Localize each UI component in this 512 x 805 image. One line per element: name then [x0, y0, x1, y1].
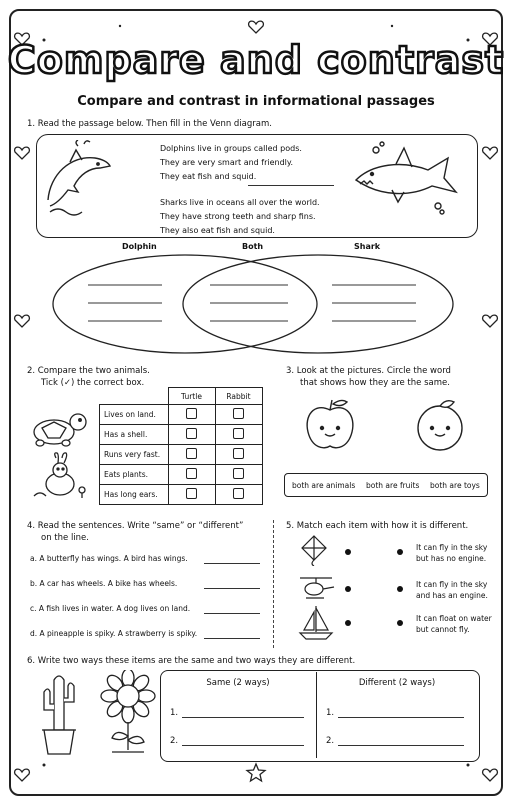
q2-prompt-line1: 2. Compare the two animals.	[27, 366, 150, 376]
passage-line: They eat fish and squid.	[160, 172, 257, 181]
q3-option[interactable]: both are fruits	[366, 481, 420, 490]
heart-icon	[15, 769, 30, 781]
passage-line: Sharks live in oceans all over the world.	[160, 198, 320, 207]
different-header: Different (2 ways)	[358, 678, 436, 688]
venn-circle-shark	[183, 255, 453, 353]
q4-answer-line[interactable]	[204, 638, 260, 639]
venn-label-dolphin: Dolphin	[122, 242, 157, 251]
q3-option[interactable]: both are toys	[430, 481, 480, 490]
page-subtitle: Compare and contrast in informational passages	[77, 94, 435, 109]
venn-label-shark: Shark	[354, 242, 381, 251]
checkbox-rabbit[interactable]	[233, 428, 244, 439]
different-answer-line-2[interactable]	[338, 745, 464, 746]
match-dot-left[interactable]	[345, 620, 351, 626]
passage-line: They have strong teeth and sharp fins.	[160, 212, 316, 221]
q5-description	[416, 613, 492, 635]
checkbox-rabbit[interactable]	[233, 448, 244, 459]
q1-prompt: 1. Read the passage below. Then fill in the Venn diagram.	[27, 119, 272, 129]
heart-icon	[483, 315, 498, 327]
same-number-1: 1.	[170, 708, 179, 718]
q4-prompt-line1: 4. Read the sentences. Write “same” or “different”	[27, 521, 244, 531]
venn-diagram	[50, 252, 460, 356]
q5-description-line: and has an engine.	[416, 591, 488, 600]
helicopter-icon	[296, 574, 336, 604]
q5-description-line: It can fly in the sky	[416, 543, 488, 552]
column-header-rabbit: Rabbit	[215, 388, 262, 405]
match-dot-left[interactable]	[345, 586, 351, 592]
q5-description	[416, 579, 488, 601]
q3-prompt-line2: that shows how they are the same.	[300, 378, 450, 388]
match-dot-right[interactable]	[397, 549, 403, 555]
q5-description-line: but cannot fly.	[416, 625, 470, 634]
match-dot-left[interactable]	[345, 549, 351, 555]
passage-text	[160, 142, 320, 238]
shark-icon	[352, 140, 464, 216]
orange-icon	[410, 396, 470, 454]
q4-answer-line[interactable]	[204, 588, 260, 589]
q5-description-line: It can float on water	[416, 614, 492, 623]
heart-icon	[15, 315, 30, 327]
row-label: Lives on land.	[100, 405, 169, 425]
star-icon	[247, 764, 265, 781]
q6-prompt: 6. Write two ways these items are the same and two ways they are different.	[27, 656, 356, 666]
q4-prompt-line2: on the line.	[41, 533, 89, 543]
kite-icon	[296, 534, 334, 566]
column-header-turtle: Turtle	[168, 388, 215, 405]
row-label: Has long ears.	[100, 485, 169, 505]
different-answer-line-1[interactable]	[338, 717, 464, 718]
heart-icon	[483, 769, 498, 781]
apple-icon	[300, 396, 360, 454]
heart-icon	[249, 21, 264, 33]
q4-prompt	[27, 520, 243, 544]
dolphin-icon	[40, 140, 120, 220]
sailboat-icon	[296, 604, 336, 642]
q5-description	[416, 542, 487, 564]
q2-prompt-line2: Tick (✓) the correct box.	[41, 378, 145, 388]
row-label: Runs very fast.	[100, 445, 169, 465]
q3-option[interactable]: both are animals	[292, 481, 356, 490]
passage-line: They are very smart and friendly.	[160, 158, 294, 167]
passage-divider	[248, 185, 334, 186]
row-label: Eats plants.	[100, 465, 169, 485]
q4-item: a. A butterfly has wings. A bird has wings.	[30, 554, 188, 563]
heart-icon	[483, 147, 498, 159]
same-header: Same (2 ways)	[206, 678, 270, 688]
checkbox-rabbit[interactable]	[233, 488, 244, 499]
checkbox-rabbit[interactable]	[233, 408, 244, 419]
checkbox-turtle[interactable]	[186, 408, 197, 419]
table-row	[100, 425, 263, 445]
same-number-2: 2.	[170, 736, 179, 746]
table-row	[100, 445, 263, 465]
different-number-1: 1.	[326, 708, 335, 718]
cactus-icon	[34, 670, 84, 758]
q5-description-line: but has no engine.	[416, 554, 487, 563]
match-dot-right[interactable]	[397, 586, 403, 592]
checkbox-turtle[interactable]	[186, 428, 197, 439]
q5-prompt: 5. Match each item with how it is different.	[286, 521, 469, 531]
q2-table	[99, 387, 263, 505]
q4-answer-line[interactable]	[204, 613, 260, 614]
venn-label-both: Both	[242, 242, 264, 251]
rabbit-icon	[30, 452, 94, 500]
q4-item: d. A pineapple is spiky. A strawberry is spiky.	[30, 629, 198, 638]
checkbox-turtle[interactable]	[186, 488, 197, 499]
same-answer-line-2[interactable]	[182, 745, 304, 746]
same-answer-line-1[interactable]	[182, 717, 304, 718]
page-title: Compare and contrast	[7, 38, 505, 82]
q4-item: c. A fish lives in water. A dog lives on land.	[30, 604, 191, 613]
table-row	[100, 485, 263, 505]
different-number-2: 2.	[326, 736, 335, 746]
passage-line: They also eat fish and squid.	[160, 226, 275, 235]
checkbox-rabbit[interactable]	[233, 468, 244, 479]
q4-answer-line[interactable]	[204, 563, 260, 564]
q3-prompt-line1: 3. Look at the pictures. Circle the word	[286, 366, 451, 376]
heart-icon	[15, 147, 30, 159]
sunflower-icon	[100, 670, 156, 758]
checkbox-turtle[interactable]	[186, 448, 197, 459]
q5-description-line: It can fly in the sky	[416, 580, 488, 589]
passage-line: Dolphins live in groups called pods.	[160, 144, 302, 153]
q2-prompt	[27, 365, 150, 389]
q4-item: b. A car has wheels. A bike has wheels.	[30, 579, 178, 588]
table-row	[100, 405, 263, 425]
checkbox-turtle[interactable]	[186, 468, 197, 479]
venn-circle-dolphin	[53, 255, 317, 353]
table-row	[100, 465, 263, 485]
match-dot-right[interactable]	[397, 620, 403, 626]
q3-prompt	[286, 365, 451, 389]
section-divider	[273, 520, 274, 648]
turtle-icon	[26, 402, 92, 448]
row-label: Has a shell.	[100, 425, 169, 445]
